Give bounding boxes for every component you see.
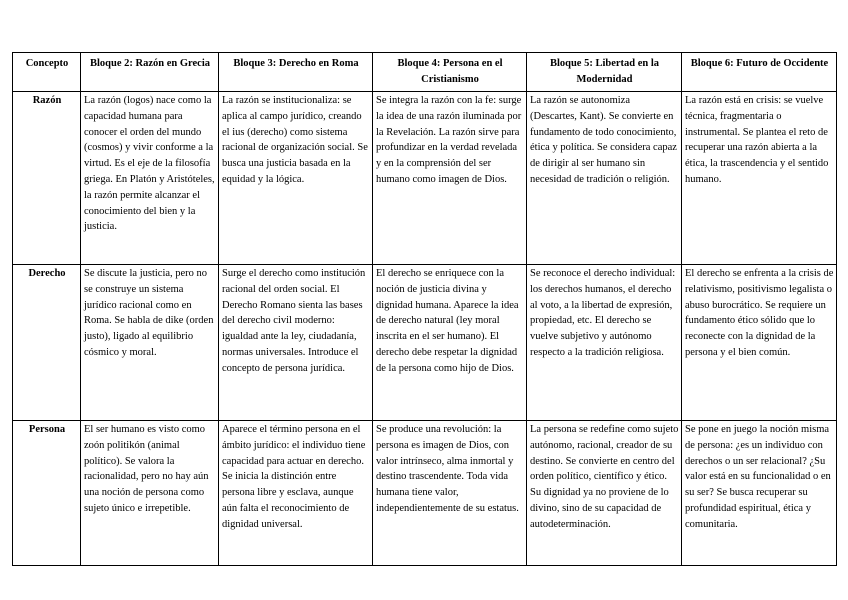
table-cell: Se discute la justicia, pero no se construye un sistema jurídico racional como en Roma. Se habla de dike (orden justo), ligado al equilibrio cósmico y moral. [81, 265, 219, 421]
table-cell: Se reconoce el derecho individual: los derechos humanos, el derecho al voto, a la libertad de expresión, propiedad, etc. El derecho se vuelve subjetivo y autónomo respecto a la tradición religiosa. [527, 265, 682, 421]
concept-cell: Razón [13, 92, 81, 265]
header-bloque-6: Bloque 6: Futuro de Occidente [682, 53, 837, 92]
table-cell: La razón se autonomiza (Descartes, Kant). Se convierte en fundamento de todo conocimiento, ética y política. Se considera capaz de dirigir al ser humano sin necesidad de tradición o religión. [527, 92, 682, 265]
header-bloque-3: Bloque 3: Derecho en Roma [219, 53, 373, 92]
table-row-derecho [13, 265, 837, 421]
table-row-persona [13, 421, 837, 566]
table-cell: La razón está en crisis: se vuelve técnica, fragmentaria o instrumental. Se plantea el reto de recuperar una razón abierta a la ética, la trascendencia y el sentido humano. [682, 92, 837, 265]
table-cell: El derecho se enfrenta a la crisis de relativismo, positivismo legalista o abuso burocrático. Se requiere un fundamento ético sólido que lo reconecte con la dignidad de la persona y el bien común. [682, 265, 837, 421]
table-cell: Se integra la razón con la fe: surge la idea de una razón iluminada por la Revelación. La razón sirve para profundizar en la verdad revelada y en la comprensión del ser humano como imagen de Dios. [373, 92, 527, 265]
table-cell: Aparece el término persona en el ámbito jurídico: el individuo tiene capacidad para actuar en derecho. Se inicia la distinción entre persona libre y esclava, aunque aún falta el reconocimiento de dignidad universal. [219, 421, 373, 566]
table-row-razon [13, 92, 837, 265]
header-bloque-4: Bloque 4: Persona en el Cristianismo [373, 53, 527, 92]
comparison-table-wrapper [12, 52, 837, 566]
table-cell: El derecho se enriquece con la noción de justicia divina y dignidad humana. Aparece la idea de derecho natural (ley moral inscrita en el ser humano). El derecho debe respetar la dignidad de la persona como hijo de Dios. [373, 265, 527, 421]
table-cell: Se pone en juego la noción misma de persona: ¿es un individuo con derechos o un ser relacional? ¿Su valor está en su funcionalidad o en su ser? Se busca recuperar su profundidad espiritual, ética y comunitaria. [682, 421, 837, 566]
table-cell: El ser humano es visto como zoón politikón (animal político). Se valora la racionalidad, pero no hay aún una noción de persona como sujeto único e irrepetible. [81, 421, 219, 566]
table-cell: La persona se redefine como sujeto autónomo, racional, creador de su destino. Se convierte en centro del orden político, científico y ético. Su dignidad ya no proviene de lo divino, sino de su capacidad de autodeterminación. [527, 421, 682, 566]
table-cell: La razón (logos) nace como la capacidad humana para conocer el orden del mundo (cosmos) y vivir conforme a la virtud. Es el eje de la filosofía griega. En Platón y Aristóteles, la razón permite alcanzar el conocimiento del bien y la justicia. [81, 92, 219, 265]
header-bloque-5: Bloque 5: Libertad en la Modernidad [527, 53, 682, 92]
table-cell: La razón se institucionaliza: se aplica al campo jurídico, creando el ius (derecho) como sistema racional de organización social. Se busca una justicia basada en la equidad y la lógica. [219, 92, 373, 265]
table-cell: Surge el derecho como institución racional del orden social. El Derecho Romano sienta las bases del derecho civil moderno: igualdad ante la ley, ciudadanía, normas universales. Introduce el concepto de persona jurídica. [219, 265, 373, 421]
header-concepto: Concepto [13, 53, 81, 92]
comparison-table [12, 52, 837, 566]
concept-cell: Persona [13, 421, 81, 566]
table-cell: Se produce una revolución: la persona es imagen de Dios, con valor intrínseco, alma inmortal y destino trascendente. Toda vida humana tiene valor, independientemente de su estatus. [373, 421, 527, 566]
header-bloque-2: Bloque 2: Razón en Grecia [81, 53, 219, 92]
concept-cell: Derecho [13, 265, 81, 421]
header-row [13, 53, 837, 92]
